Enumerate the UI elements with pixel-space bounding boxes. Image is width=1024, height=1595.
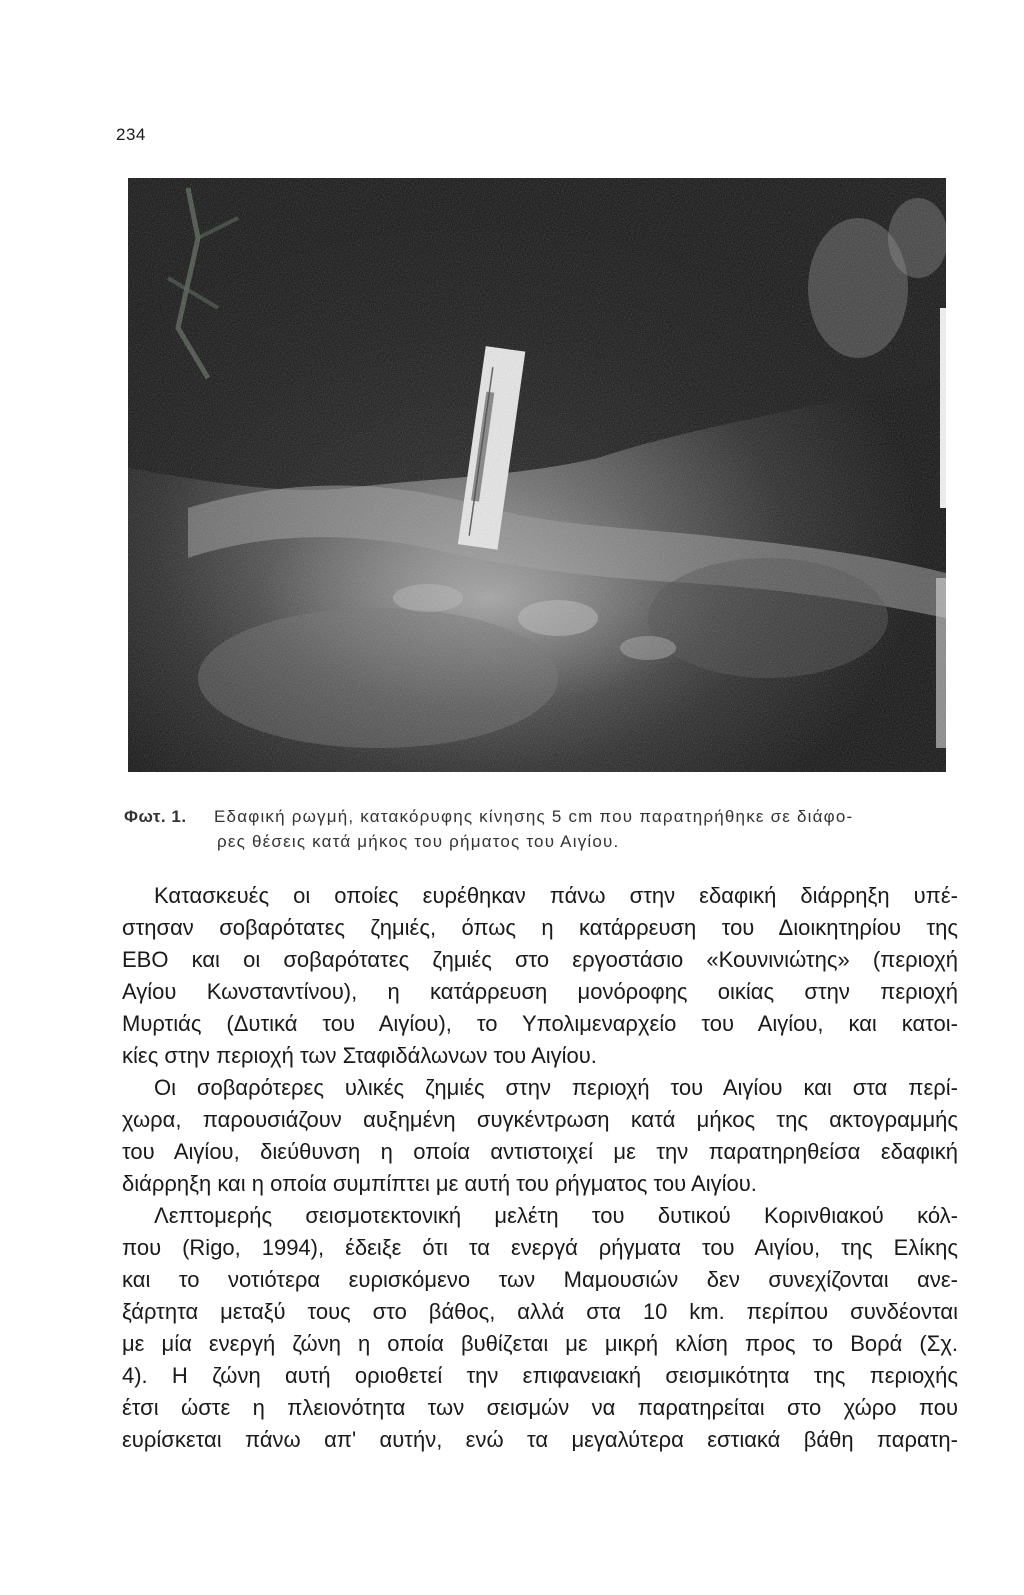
body-text — [122, 880, 958, 1456]
photo-image — [128, 178, 946, 772]
body-line: του Αιγίου, διεύθυνση η οποία αντιστοιχεί με την παρατηρηθείσα εδαφική — [122, 1139, 958, 1164]
body-line: Αγίου Κωνσταντίνου), η κατάρρευση μονόροφης οικίας στην περιοχή — [122, 979, 958, 1004]
page-number: 234 — [116, 125, 146, 144]
body-line: κίες στην περιοχή των Σταφιδάλωνων του Αιγίου. — [122, 1043, 597, 1068]
body-line: Οι σοβαρότερες υλικές ζημιές στην περιοχή του Αιγίου και στα περί- — [154, 1075, 958, 1100]
body-line: 4). Η ζώνη αυτή οριοθετεί την επιφανειακή σεισμικότητα της περιοχής — [122, 1363, 958, 1388]
body-line: χωρα, παρουσιάζουν αυξημένη συγκέντρωση κατά μήκος της ακτογραμμής — [122, 1107, 958, 1132]
body-line: στησαν σοβαρότατες ζημιές, όπως η κατάρρευση του Διοικητηρίου της — [122, 915, 958, 940]
body-line: ξάρτητα μεταξύ τους στο βάθος, αλλά στα 10 km. περίπου συνδέονται — [122, 1299, 958, 1324]
body-line: ΕΒΟ και οι σοβαρότατες ζημιές στο εργοστάσιο «Κουνινιώτης» (περιοχή — [122, 947, 958, 972]
body-line: Μυρτιάς (Δυτικά του Αιγίου), το Υπολιμεναρχείο του Αιγίου, και κατοι- — [122, 1011, 958, 1036]
body-line: διάρρηξη και η οποία συμπίπτει με αυτή του ρήγματος του Αιγίου. — [122, 1171, 757, 1196]
body-line: ευρίσκεται πάνω απ' αυτήν, ενώ τα μεγαλύτερα εστιακά βάθη παρατη- — [122, 1427, 958, 1452]
caption-line-1: Εδαφική ρωγμή, κατακόρυφης κίνησης 5 cm που παρατηρήθηκε σε διάφο- — [214, 807, 854, 826]
body-line: και το νοτιότερα ευρισκόμενο των Μαμουσιών δεν συνεχίζονται ανε- — [122, 1267, 958, 1292]
body-line: έτσι ώστε η πλειονότητα των σεισμών να παρατηρείται στο χώρο που — [122, 1395, 958, 1420]
body-line: Λεπτομερής σεισμοτεκτονική μελέτη του δυτικού Κορινθιακού κόλ- — [154, 1203, 958, 1228]
caption-line-2: ρες θέσεις κατά μήκος του ρήματος του Αιγίου. — [217, 832, 620, 851]
body-line: με μία ενεργή ζώνη η οποία βυθίζεται με μικρή κλίση προς το Βορά (Σχ. — [122, 1331, 958, 1356]
photo-ground-crack — [128, 178, 946, 772]
caption-label: Φωτ. 1. — [124, 807, 187, 826]
body-line: που (Rigo, 1994), έδειξε ότι τα ενεργά ρήγματα του Αιγίου, της Ελίκης — [122, 1235, 958, 1260]
body-line: Κατασκευές οι οποίες ευρέθηκαν πάνω στην εδαφική διάρρηξη υπέ- — [154, 883, 958, 908]
figure-caption — [124, 804, 954, 854]
